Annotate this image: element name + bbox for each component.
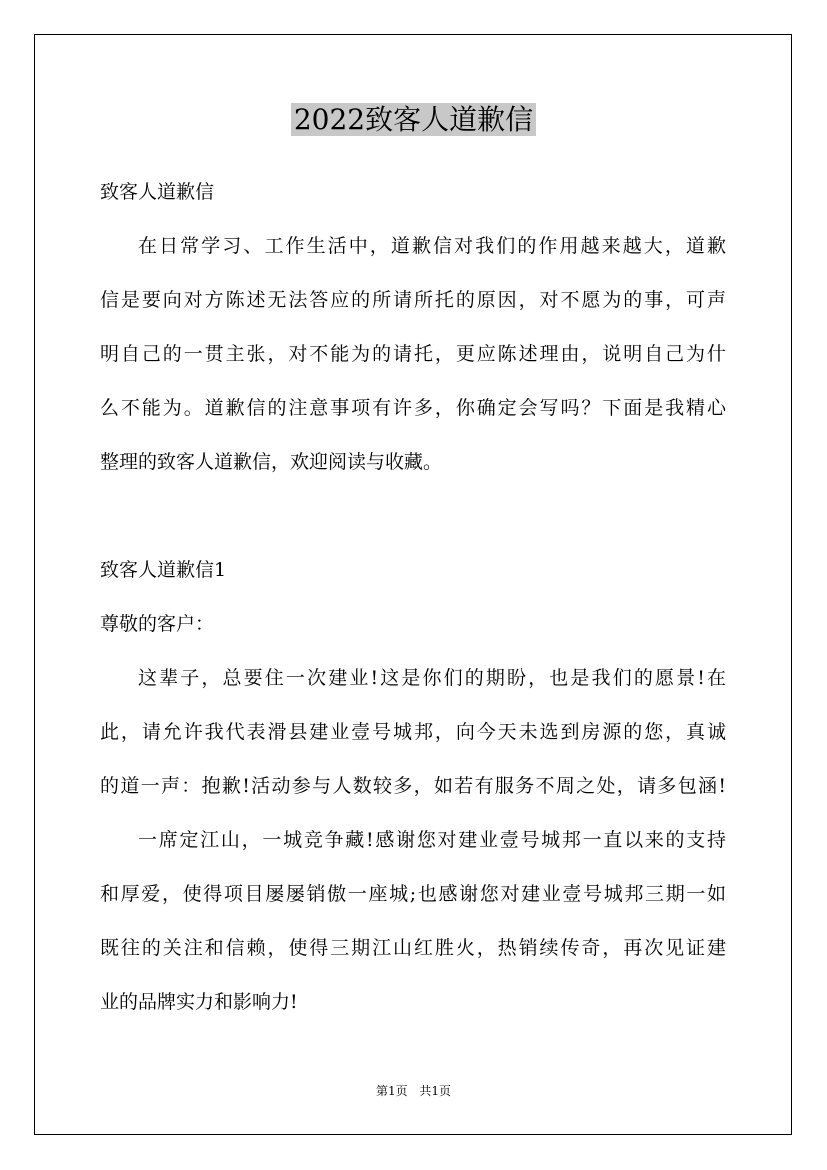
paragraph-line: 这辈子，总要住一次建业!这是你们的期盼，也是我们的愿景!在 [138, 667, 726, 689]
subtitle: 致客人道歉信 [100, 181, 215, 203]
document-title [0, 100, 827, 140]
page-total: 共1页 [419, 1084, 452, 1098]
paragraph-line: 一席定江山，一城竞争藏!感谢您对建业壹号城邦一直以来的支持 [138, 829, 726, 851]
salutation: 尊敬的客户： [100, 613, 215, 635]
intro-line: 明自己的一贯主张，对不能为的请托，更应陈述理由，说明自己为什 [100, 343, 726, 365]
intro-line: 在日常学习、工作生活中，道歉信对我们的作用越来越大，道歉 [138, 235, 726, 257]
page-number: 第1页 [375, 1084, 408, 1098]
paragraph-line: 的道一声：抱歉!活动参与人数较多，如若有服务不周之处，请多包涵! [100, 775, 726, 797]
section-heading: 致客人道歉信1 [100, 559, 227, 581]
paragraph-line: 此，请允许我代表滑县建业壹号城邦，向今天未选到房源的您，真诚 [100, 721, 726, 743]
paragraph-gap [100, 489, 726, 543]
intro-line: 整理的致客人道歉信，欢迎阅读与收藏。 [100, 451, 443, 473]
document-title-text: 2022致客人道歉信 [291, 103, 536, 136]
intro-line: 信是要向对方陈述无法答应的所请所托的原因，对不愿为的事，可声 [100, 289, 726, 311]
paragraph-line: 和厚爱，使得项目屡屡销傲一座城;也感谢您对建业壹号城邦三期一如 [100, 883, 726, 905]
paragraph-line: 业的品牌实力和影响力! [100, 991, 298, 1013]
page-footer [0, 1083, 827, 1099]
intro-line: 么不能为。道歉信的注意事项有许多，你确定会写吗？下面是我精心 [100, 397, 726, 419]
document-body [100, 165, 726, 1029]
paragraph-line: 既往的关注和信赖，使得三期江山红胜火，热销续传奇，再次见证建 [100, 937, 726, 959]
